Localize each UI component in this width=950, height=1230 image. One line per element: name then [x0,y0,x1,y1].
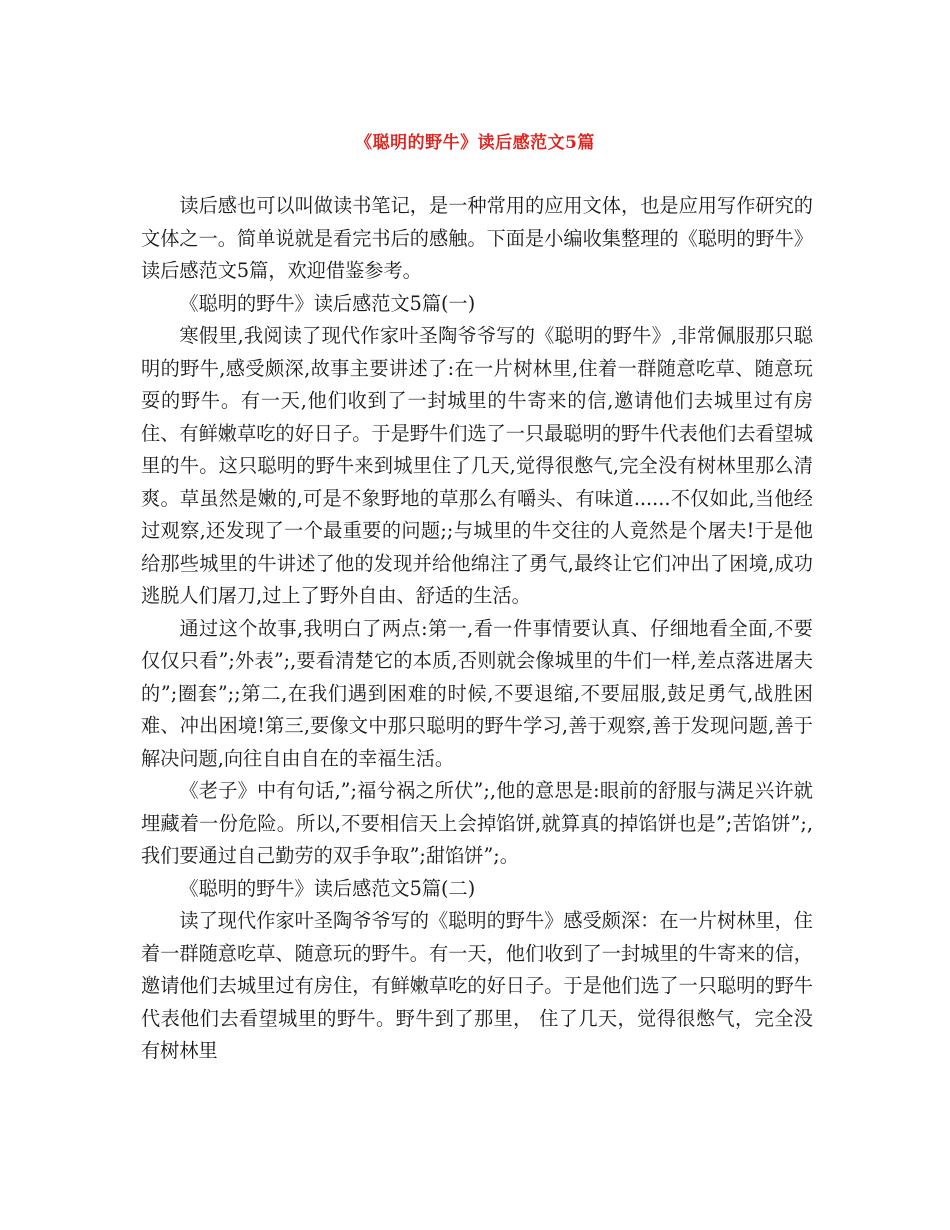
document-body [141,190,813,1068]
section-heading-1: 《聪明的野牛》读后感范文5篇(一) [179,291,476,315]
document-title: 《聪明的野牛》读后感范文5篇 [355,133,595,153]
paragraph: 《老子》中有句话,”;福兮祸之所伏”;,他的意思是:眼前的舒服与满足兴许就埋藏着一份危险。所以,不要相信天上会掉馅饼,就算真的掉馅饼也是”;苦馅饼”;,我们要通过自己勤劳的双手争取”;甜馅饼”;。 [141,779,813,867]
section-heading-2: 《聪明的野牛》读后感范文5篇(二) [179,876,476,900]
paragraph: 读了现代作家叶圣陶爷爷写的《聪明的野牛》感受颇深：在一片树林里，住着一群随意吃草、随意玩的野牛。有一天，他们收到了一封城里的牛寄来的信，邀请他们去城里过有房住，有鲜嫩草吃的好日子。于是他们选了一只聪明的野牛代表他们去看望城里的野牛。野牛到了那里， 住了几天，觉得很憋气，完全没有树林里 [141,909,813,1062]
paragraph-intro: 读后感也可以叫做读书笔记，是一种常用的应用文体，也是应用写作研究的文体之一。简单说就是看完书后的感触。下面是小编收集整理的《聪明的野牛》读后感范文5篇，欢迎借鉴参考。 [141,194,813,282]
paragraph: 寒假里,我阅读了现代作家叶圣陶爷爷写的《聪明的野牛》,非常佩服那只聪明的野牛,感受颇深,故事主要讲述了:在一片树林里,住着一群随意吃草、随意玩耍的野牛。有一天,他们收到了一封城里的牛寄来的信,邀请他们去城里过有房住、有鲜嫩草吃的好日子。于是野牛们选了一只最聪明的野牛代表他们去看望城里的牛。这只聪明的野牛来到城里住了几天,觉得很憋气,完全没有树林里那么清爽。草虽然是嫩的,可是不象野地的草那么有嚼头、有味道......不仅如此,当他经过观察,还发现了一个最重要的问题;;与城里的牛交往的人竟然是个屠夫!于是他给那些城里的牛讲述了他的发现并给他绵注了勇气,最终让它们冲出了困境,成功逃脱人们屠刀,过上了野外自由、舒适的生活。 [141,324,813,607]
paragraph: 通过这个故事,我明白了两点:第一,看一件事情要认真、仔细地看全面,不要仅仅只看”;外表”;,要看清楚它的本质,否则就会像城里的牛们一样,差点落进屠夫的”;圈套”;;第二,在我们遇到困难的时候,不要退缩,不要屈服,鼓足勇气,战胜困难、冲出困境!第三,要像文中那只聪明的野牛学习,善于观察,善于发现问题,善于解决问题,向往自由自在的幸福生活。 [141,616,813,770]
